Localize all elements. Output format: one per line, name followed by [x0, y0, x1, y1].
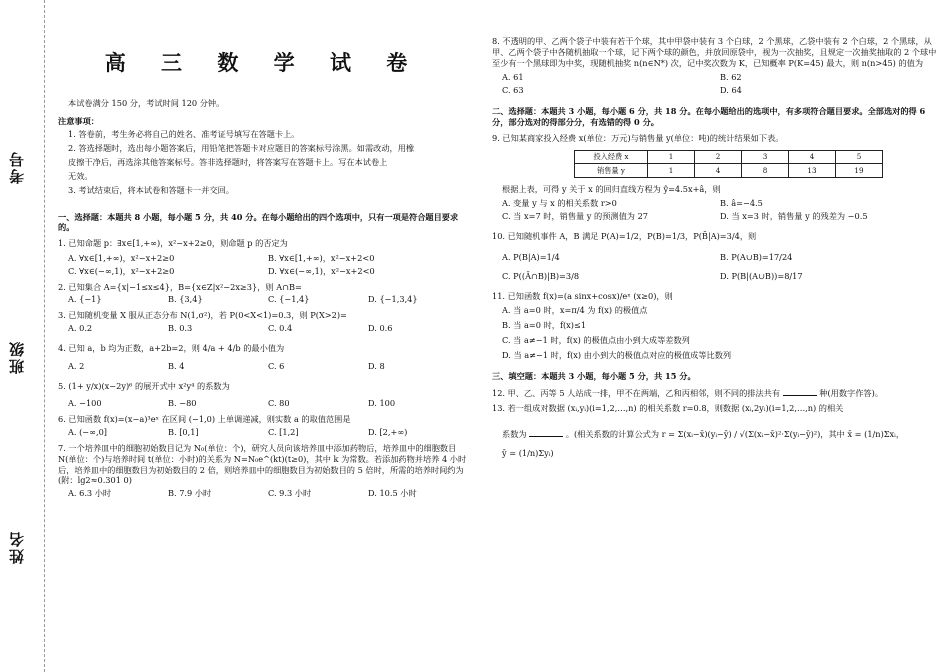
question-3	[58, 310, 468, 334]
option: A. (−∞,0]	[68, 427, 107, 438]
section-heading-3: 三、填空题：本题共 3 小题，每小题 5 分，共 15 分。	[492, 370, 696, 381]
option: B. 4	[168, 360, 185, 371]
question-text: 种(用数字作答)。	[819, 387, 883, 398]
table-cell: 1	[648, 150, 695, 164]
option: B. {3,4}	[168, 294, 203, 305]
question-1	[58, 238, 468, 276]
option: A. 6.3 小时	[68, 488, 112, 499]
option: A. P(B|A)=1/4	[502, 251, 560, 262]
option: C. 当 x=7 时，销售量 y 的预测值为 27	[502, 211, 648, 222]
question-stem: 11. 已知函数 f(x)=(a sinx+cosx)/eˣ (x≥0)，则	[492, 290, 673, 301]
note-item: 2. 答选择题时，选出每小题答案后，用铅笔把答题卡对应题目的答案标号涂黑。如需改动，用橡	[68, 143, 415, 154]
question-5	[58, 381, 468, 410]
question-7	[58, 443, 468, 499]
question-4	[58, 343, 468, 372]
section-heading-1: 一、选择题：本题共 8 小题，每小题 5 分，共 40 分。在每小题给出的四个选项中，只有一项是符合题目要求的。	[58, 211, 459, 233]
table-cell: 1	[648, 164, 695, 178]
gutter-label-kaohao: 考号	[8, 150, 26, 184]
gutter-label-banji: 班级	[8, 340, 26, 374]
option: C. [1,2]	[268, 427, 299, 438]
question-stem: 8. 不透明的甲、乙两个袋子中装有若干个球，其中甲袋中装有 3 个白球，2 个黑球，乙袋中装有 2 个白球，2 个黑球，从甲、乙两个袋子中各随机抽取一个球，记下两个球的颜色，并放回原袋中，视为一次抽奖，且规定一次抽奖抽取的 2 个球中至少有一个黑球即为中奖，现随机抽奖 n(n∈N*) 次，记中奖次数为 K，已知概率 P(K=45) 最大，则 n(n>45) 的值为	[492, 36, 937, 68]
section-heading-2: 二、选择题：本题共 3 小题，每小题 6 分，共 18 分。在每小题给出的选项中，有多项符合题目要求。全部选对的得 6 分，部分选对的得部分分，有选错的得 0 分。	[492, 106, 926, 127]
question-text: 13. 若一组成对数据 (xᵢ,yᵢ)(i=1,2,…,n) 的相关系数 r=0.8，则数据 (xᵢ,2yᵢ)(i=1,2,…,n) 的相关	[492, 403, 844, 414]
table-cell: 19	[836, 164, 883, 178]
binding-gutter	[0, 0, 45, 672]
option: D. 当 x=3 时，销售量 y 的残差为 −0.5	[720, 211, 868, 222]
option: C. 63	[502, 85, 524, 96]
option: B. 62	[720, 72, 742, 83]
table-cell: 2	[695, 150, 742, 164]
option: D. P(B|(A∪B))=8/17	[720, 270, 803, 281]
question-stem: 5. (1+ y/x)(x−2y)⁶ 的展开式中 x²y⁴ 的系数为	[58, 380, 230, 391]
option: B. 当 a=0 时，f(x)≤1	[502, 320, 587, 331]
question-stem: 6. 已知函数 f(x)=(x−a)³eˣ 在区间 (−1,0) 上单调递减，则实数 a 的取值范围是	[58, 414, 351, 425]
answer-blank[interactable]	[529, 428, 563, 437]
option: C. 80	[268, 398, 290, 409]
question-11	[492, 291, 938, 361]
option: A. ∀x∈[1,+∞)，x²−x+2≥0	[68, 253, 175, 263]
table-cell: 5	[836, 150, 883, 164]
option: C. 9.3 小时	[268, 488, 312, 499]
option: C. 0.4	[268, 323, 293, 334]
table-cell: 销售量 y	[575, 164, 648, 178]
option: B. [0,1]	[168, 427, 199, 438]
table-cell: 3	[742, 150, 789, 164]
option: C. ∀x∈(−∞,1)，x²−x+2≥0	[68, 265, 175, 276]
option: C. 当 a≠−1 时，f(x) 的极值点由小到大成等差数列	[502, 335, 690, 346]
table-cell: 4	[695, 164, 742, 178]
option: B. −80	[168, 398, 197, 409]
table-cell: 8	[742, 164, 789, 178]
question-stem: 1. 已知命题 p：∃x∈[1,+∞)，x²−x+2≥0，则命题 p 的否定为	[58, 238, 288, 249]
question-text: ȳ = (1/n)Σyᵢ)	[502, 448, 554, 459]
question-13	[492, 403, 938, 458]
exam-meta: 本试卷满分 150 分，考试时间 120 分钟。	[68, 97, 225, 108]
option: D. 8	[368, 360, 385, 371]
note-item: 皮擦干净后，再选涂其他答案标号。答非选择题时，将答案写在答题卡上。写在本试卷上	[68, 157, 388, 168]
question-stem: 10. 已知随机事件 A，B 满足 P(A)=1/2，P(B)=1/3，P(B̄|A)=3/4，则	[492, 231, 757, 242]
note-item: 无效。	[68, 170, 93, 181]
table-cell: 投入经费 x	[575, 150, 648, 164]
option: D. 64	[720, 85, 742, 96]
question-stem: 7. 一个培养皿中的细胞初始数目记为 N₀(单位：个)，研究人员向该培养皿中添加药物后，培养皿中的细胞数目 N(单位：个)与培养时间 t(单位：小时)的关系为 N=N₀e^(kt)(t≥0)，其中 k 为常数。若添加药物并培养 4 小时后，培养皿中的细胞数目为初始数目的 2 倍，则培养皿中的细胞数目为初始数目的 5 倍时，所需的培养时间约为(附：lg2≈0.301 0)	[58, 442, 467, 486]
option: B. ∀x∈[1,+∞)，x²−x+2<0	[268, 253, 375, 263]
answer-blank[interactable]	[783, 387, 817, 396]
question-2	[58, 282, 468, 306]
question-text: 12. 甲、乙、丙等 5 人站成一排，甲不在两端，乙和丙相邻，则不同的排法共有	[492, 387, 781, 398]
notes-heading: 注意事项：	[58, 115, 99, 126]
table-row	[575, 150, 883, 164]
option: D. 当 a≠−1 时，f(x) 由小到大的极值点对应的极值成等比数列	[502, 349, 732, 360]
option: B. 7.9 小时	[168, 488, 212, 499]
option: D. [2,+∞)	[368, 427, 408, 438]
question-text: 根据上表，可得 y 关于 x 的回归直线方程为 ŷ=4.5x+â，则	[502, 183, 721, 194]
question-stem: 2. 已知集合 A={x|−1≤x≤4}，B={x∈Z|x²−2x≥3}，则 A∩B=	[58, 281, 302, 292]
question-10	[492, 231, 938, 281]
option: B. P(A∪B)=17/24	[720, 251, 793, 262]
option: C. P((Ā∩B)|B)=3/8	[502, 270, 580, 281]
question-9	[492, 133, 938, 222]
question-stem: 9. 已知某商家投入经费 x(单位：万元)与销售量 y(单位：吨)的统计结果如下表。	[492, 132, 784, 143]
right-column	[492, 36, 938, 459]
option: D. {−1,3,4}	[368, 294, 418, 305]
option: C. {−1,4}	[268, 294, 310, 305]
option: A. 当 a=0 时，x=π/4 为 f(x) 的极值点	[502, 305, 648, 316]
option: C. 6	[268, 360, 285, 371]
page-title: 高 三 数 学 试 卷	[104, 51, 422, 75]
question-12	[492, 387, 938, 399]
option: D. 100	[368, 398, 396, 409]
left-column	[58, 0, 468, 499]
table-row	[575, 164, 883, 178]
option: A. 2	[68, 360, 85, 371]
option: A. 变量 y 与 x 的相关系数 r>0	[502, 198, 617, 209]
question-8	[492, 36, 938, 96]
option: A. 0.2	[68, 323, 93, 334]
option: A. {−1}	[68, 294, 102, 305]
note-item: 1. 答卷前，考生务必将自己的姓名、准考证号填写在答题卡上。	[68, 129, 300, 140]
table-cell: 4	[789, 150, 836, 164]
question-6	[58, 414, 468, 438]
table-cell: 13	[789, 164, 836, 178]
stats-table	[574, 150, 883, 178]
gutter-label-xingming: 姓名	[8, 530, 26, 564]
note-item: 3. 考试结束后，将本试卷和答题卡一并交回。	[68, 184, 234, 195]
option: D. ∀x∈(−∞,1)，x²−x+2<0	[268, 265, 375, 276]
question-text: 系数为	[502, 429, 527, 440]
option: D. 10.5 小时	[368, 488, 417, 499]
option: D. 0.6	[368, 323, 393, 334]
option: B. 0.3	[168, 323, 193, 334]
option: B. â=−4.5	[720, 198, 763, 209]
option: A. 61	[502, 72, 524, 83]
question-stem: 3. 已知随机变量 X 服从正态分布 N(1,σ²)，若 P(0<X<1)=0.3，则 P(X>2)=	[58, 310, 347, 321]
option: A. −100	[68, 398, 102, 409]
question-text: 。(相关系数的计算公式为 r = Σ(xᵢ−x̄)(yᵢ−ȳ) / √(Σ(xᵢ−x̄)²·Σ(yᵢ−ȳ)²)，其中 x̄ = (1/n)Σxᵢ，	[565, 429, 905, 440]
question-stem: 4. 已知 a，b 均为正数，a+2b=2，则 4/a + 4/b 的最小值为	[58, 342, 285, 353]
